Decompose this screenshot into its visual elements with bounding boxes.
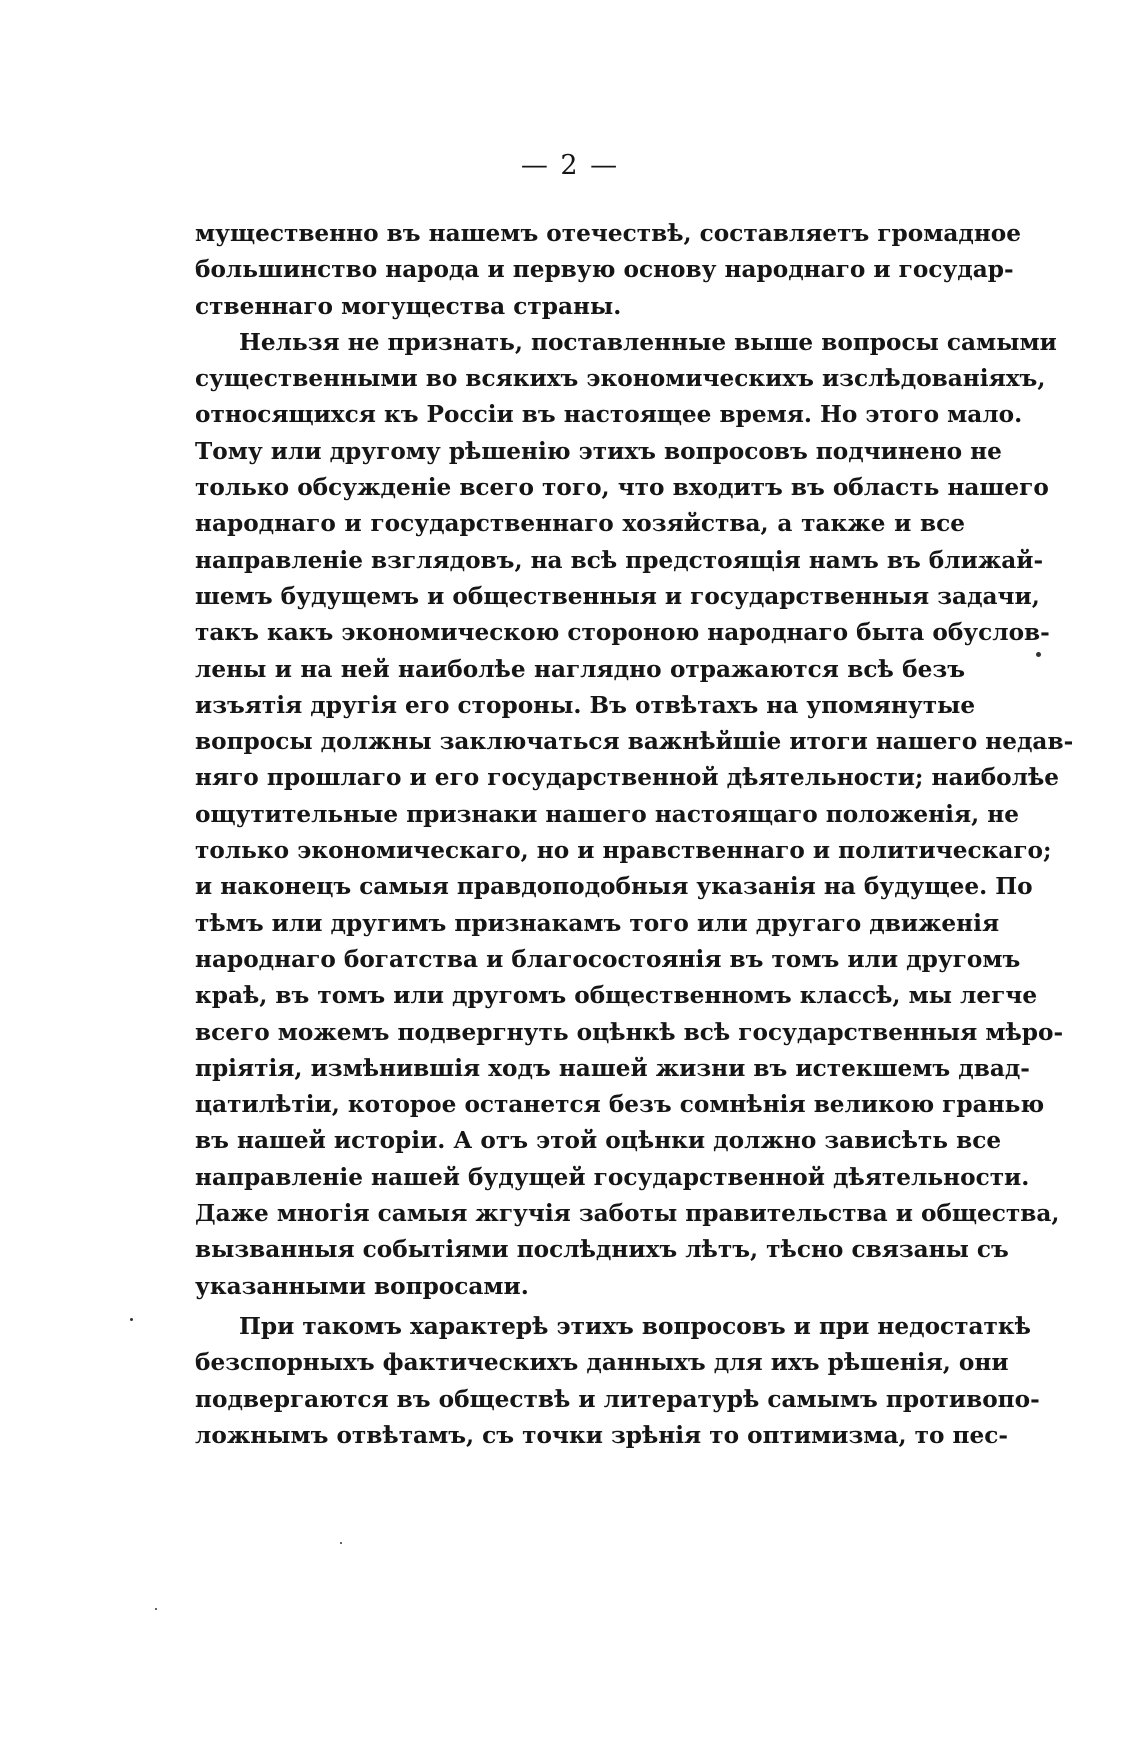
text-line: ложнымъ отвѣтамъ, съ точки зрѣнiя то оптимизма, то пес- [195, 1421, 1008, 1449]
text-line: тѣмъ или другимъ признакамъ того или другаго движенiя [195, 909, 1000, 937]
scan-speck [1036, 652, 1041, 657]
paragraph [195, 216, 1022, 325]
text-line: народнаго и государственнаго хозяйства, а также и все [195, 510, 965, 538]
scan-speck [130, 1318, 133, 1321]
text-line: няго прошлаго и его государственной дѣятельности; наиболѣе [195, 764, 1060, 792]
text-line: подвергаются въ обществѣ и литературѣ самымъ противопо- [195, 1385, 1040, 1413]
text-line: Нельзя не признать, поставленные выше вопросы самыми [239, 328, 1057, 356]
text-line: Тому или другому рѣшенiю этихъ вопросовъ подчинено не [195, 437, 1002, 465]
text-line: относящихся къ Россiи въ настоящее время. Но этого мало. [195, 401, 1023, 429]
paragraph [195, 325, 1074, 1305]
text-line: такъ какъ экономическою стороною народнаго быта обуслов- [195, 619, 1050, 647]
text-line: краѣ, въ томъ или другомъ общественномъ классѣ, мы легче [195, 982, 1038, 1010]
text-line: большинство народа и первую основу народнаго и государ- [195, 256, 1014, 284]
text-line: вопросы должны заключаться важнѣйшiе итоги нашего недав- [195, 728, 1074, 756]
text-line: изъятiя другiя его стороны. Въ отвѣтахъ на упомянутые [195, 691, 976, 719]
scan-speck [340, 1542, 342, 1544]
text-line: Даже многiя самыя жгучiя заботы правительства и общества, [195, 1200, 1060, 1228]
text-line: въ нашей исторiи. А отъ этой оцѣнки должно зависѣть все [195, 1127, 1002, 1155]
text-line: лены и на ней наиболѣе наглядно отражаются всѣ безъ [195, 655, 965, 683]
text-line: указанными вопросами. [195, 1272, 529, 1300]
text-line: прiятiя, измѣнившiя ходъ нашей жизни въ истекшемъ двад- [195, 1054, 1030, 1082]
text-line: ощутительные признаки нашего настоящаго положенiя, не [195, 800, 1019, 828]
scan-speck [155, 1608, 157, 1610]
text-line: направленiе взглядовъ, на всѣ предстоящiя намъ въ ближай- [195, 546, 1044, 574]
text-line: направленiе нашей будущей государственной дѣятельности. [195, 1163, 1030, 1191]
text-line: При такомъ характерѣ этихъ вопросовъ и при недостаткѣ [239, 1312, 1031, 1340]
text-line: только экономическаго, но и нравственнаго и политическаго; [195, 837, 1052, 865]
text-line: и наконецъ самыя правдоподобныя указанiя на будущее. По [195, 873, 1033, 901]
text-line: всего можемъ подвергнуть оцѣнкѣ всѣ государственныя мѣро- [195, 1018, 1064, 1046]
text-line: народнаго богатства и благосостоянiя въ томъ или другомъ [195, 945, 1021, 973]
text-line: вызванныя событiями послѣднихъ лѣтъ, тѣсно связаны съ [195, 1236, 1009, 1264]
text-line: только обсужденiе всего того, что входитъ въ область нашего [195, 474, 1049, 502]
text-line: существенными во всякихъ экономическихъ изслѣдованiяхъ, [195, 365, 1046, 393]
text-line: шемъ будущемъ и общественныя и государственныя задачи, [195, 582, 1040, 610]
text-line: цатилѣтiи, которое останется безъ сомнѣнiя великою гранью [195, 1091, 1045, 1119]
text-line: ственнаго могущества страны. [195, 292, 622, 320]
text-line: мущественно въ нашемъ отечествѣ, составляетъ громадное [195, 220, 1022, 247]
text-line: безспорныхъ фактическихъ данныхъ для ихъ рѣшенiя, они [195, 1349, 1009, 1377]
page-number: — 2 — [520, 150, 620, 181]
body-text [195, 216, 1074, 1454]
paragraph [195, 1309, 1040, 1454]
